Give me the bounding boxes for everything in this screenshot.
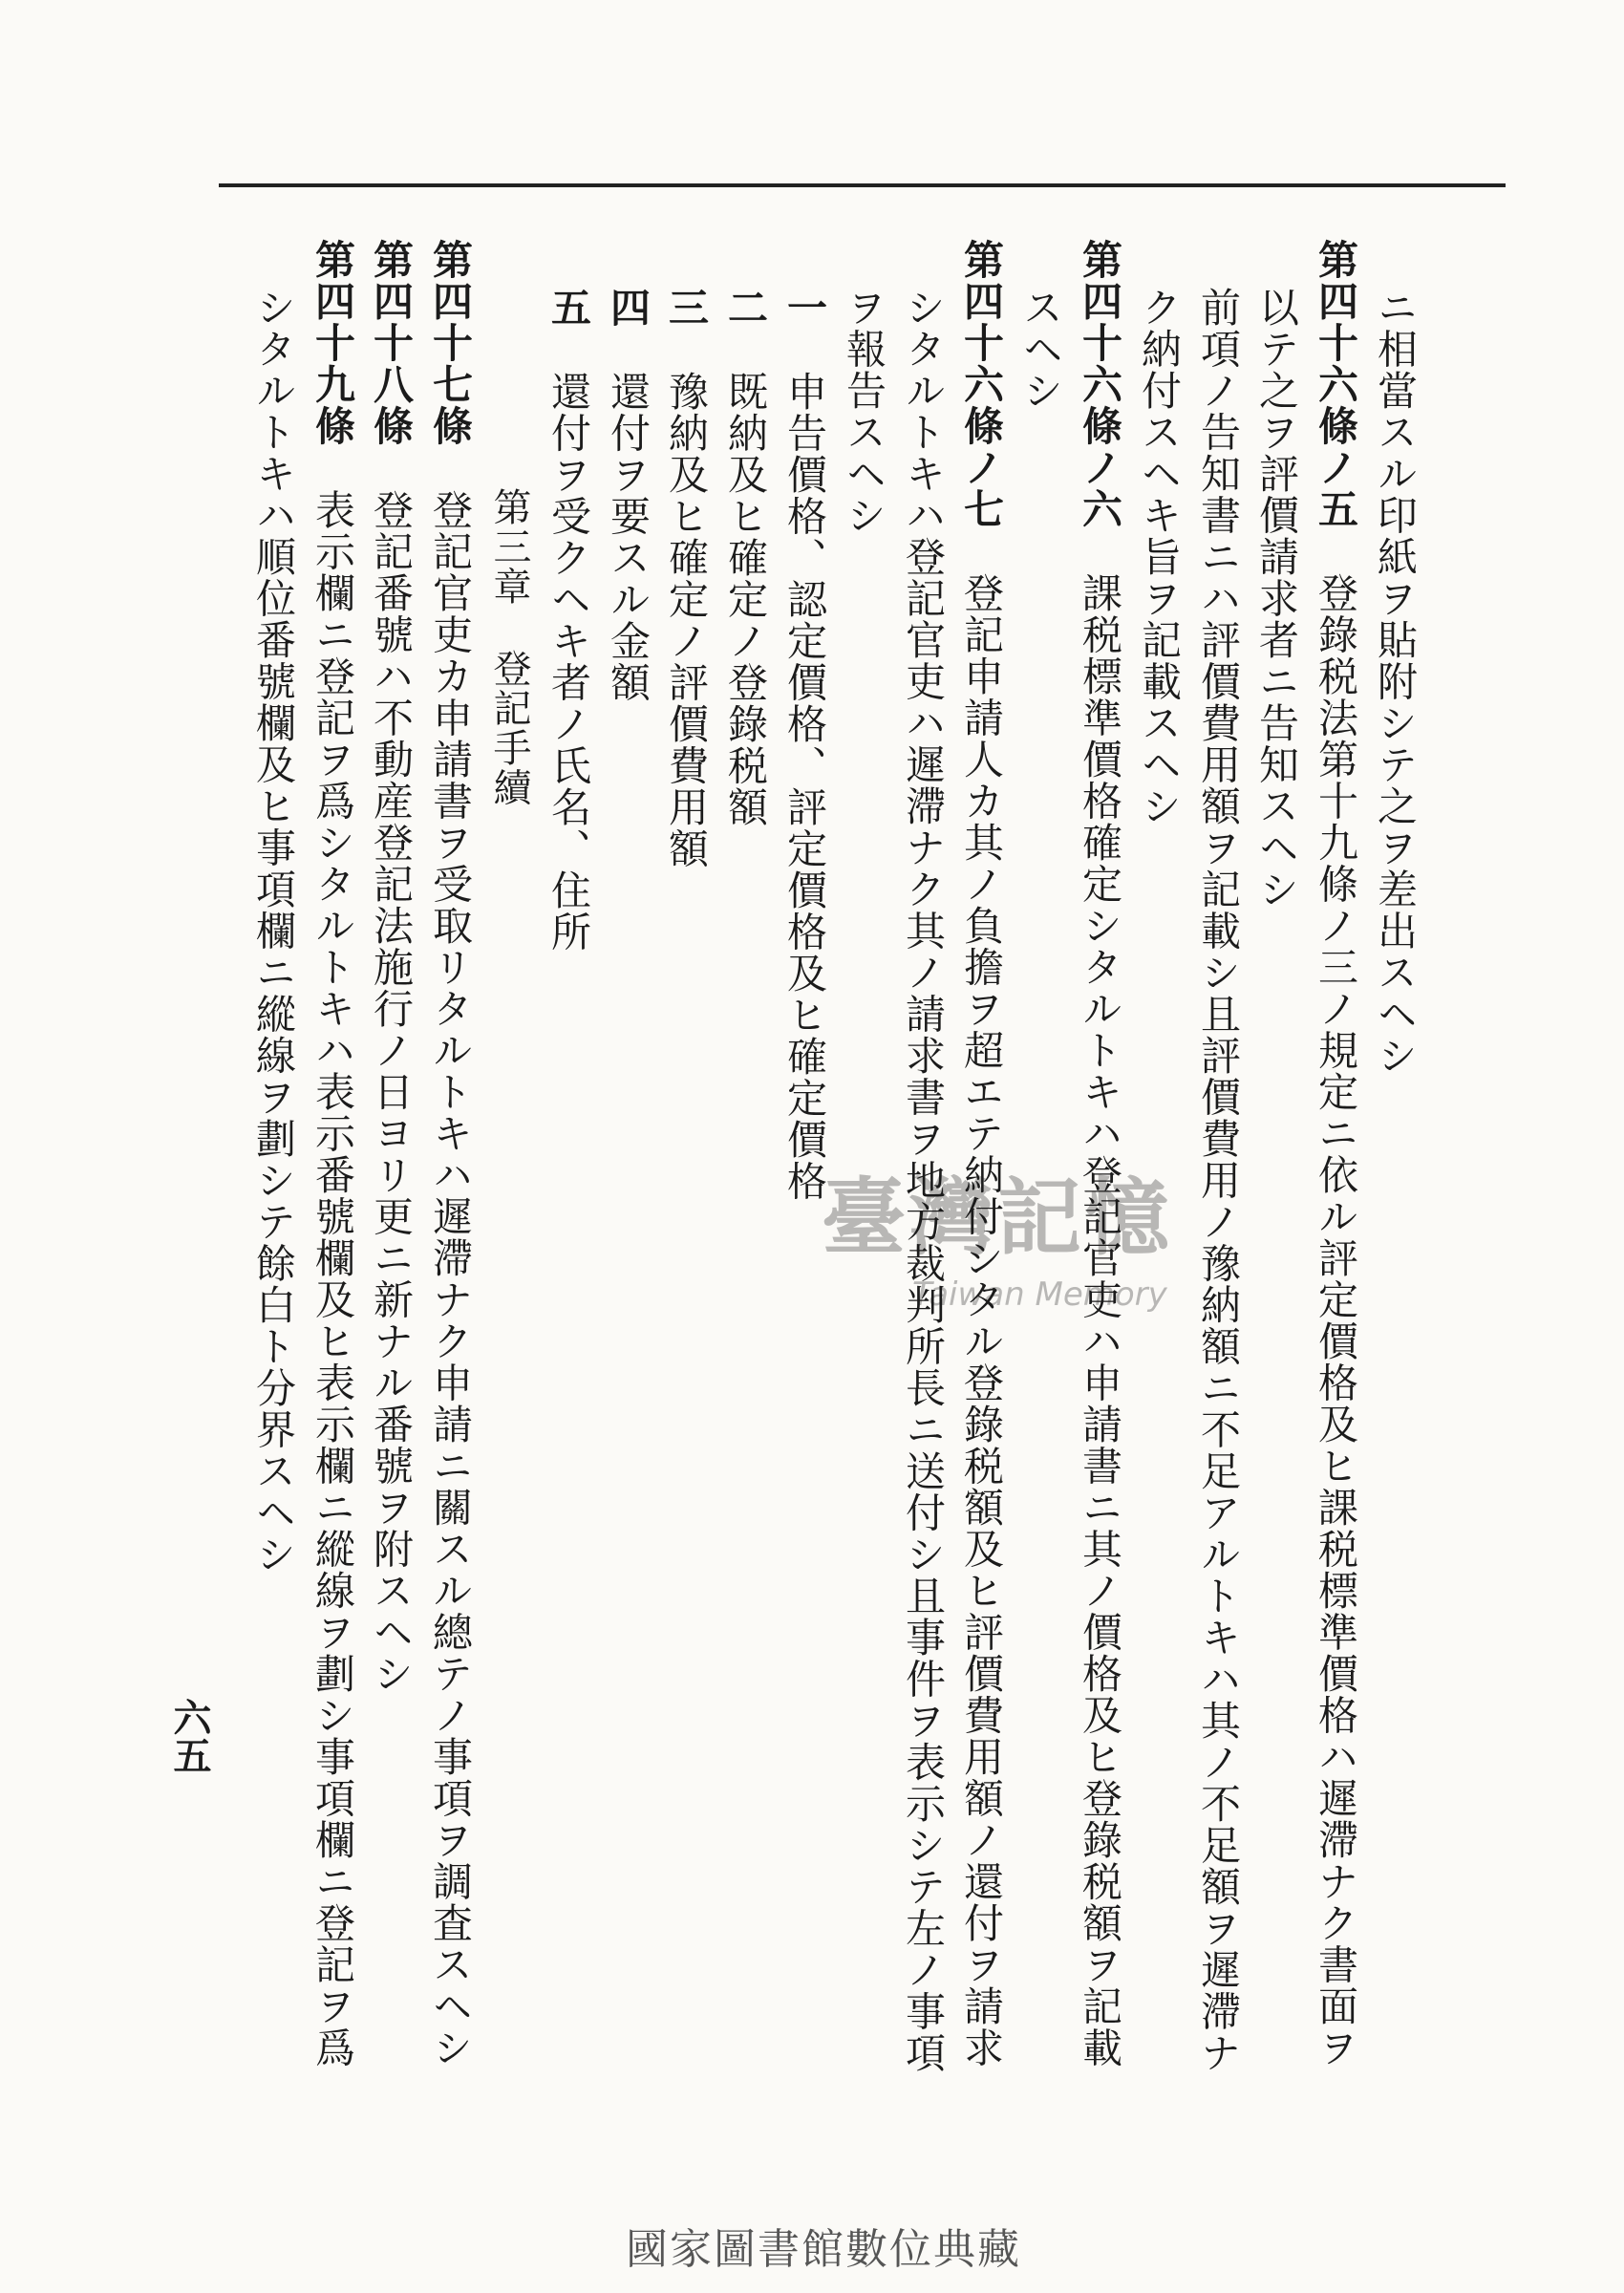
text-line (1253, 287, 1300, 911)
item-text: 豫納及ヒ確定ノ評價費用額 (663, 370, 710, 869)
list-item (722, 287, 769, 827)
text-line (1195, 287, 1242, 2074)
item-number: 四 (605, 287, 652, 329)
text-line (1017, 287, 1064, 412)
article-body: 登記申請人カ其ノ負擔ヲ超エテ納付シタル登錄税額及ヒ評價費用額ノ還付ヲ請求 (958, 571, 1005, 2068)
text-line (843, 287, 885, 536)
watermark-subtitle: Taiwan Memory (912, 1275, 1167, 1314)
article-number: 第四十八條 (368, 239, 415, 447)
article-number: 第四十九條 (310, 239, 356, 447)
item-text: 還付ヲ受クヘキ者ノ氏名、住所 (545, 370, 592, 953)
line-text: 以テ之ヲ評價請求者ニ告知スヘシ (1253, 287, 1300, 911)
header-rule (219, 183, 1506, 187)
chapter-title: 登記手續 (487, 648, 531, 807)
text-line (250, 287, 297, 1575)
line-text: スヘシ (1017, 287, 1064, 412)
line-text: シタルトキハ登記官吏ハ遲滯ナク其ノ請求書ヲ地方裁判所長ニ送付シ且事件ヲ表示シテ左ノ事項 (900, 287, 947, 2074)
list-item (781, 287, 828, 1202)
article-body: 登記番號ハ不動産登記法施行ノ日ヨリ更ニ新ナル番號ヲ附スヘシ (368, 488, 415, 1694)
chapter-heading (488, 487, 530, 807)
article-body: 課税標準價格確定シタルトキハ登記官吏ハ申請書ニ其ノ價格及ヒ登錄税額ヲ記載 (1077, 571, 1123, 2068)
article-heading (310, 239, 356, 2068)
list-item (663, 287, 710, 869)
watermark-title: 臺灣記憶 (822, 1168, 1174, 1267)
article-heading (1314, 239, 1357, 2068)
text-line (1136, 287, 1183, 827)
chapter-number: 第三章 (487, 487, 531, 607)
article-number: 第四十七條 (427, 239, 474, 447)
page-number: 六五 (167, 1698, 212, 1774)
text-line (1372, 287, 1419, 1077)
article-number: 第四十六條ノ六 (1077, 239, 1123, 530)
item-number: 一 (781, 287, 828, 329)
list-item (605, 287, 652, 703)
item-number: 二 (722, 287, 769, 329)
line-text: ヲ報告スヘシ (841, 287, 887, 536)
article-number: 第四十六條ノ五 (1313, 239, 1359, 530)
item-text: 還付ヲ要スル金額 (605, 370, 652, 703)
item-number: 三 (663, 287, 710, 329)
article-heading (368, 239, 415, 1694)
line-text: 前項ノ告知書ニハ評價費用額ヲ記載シ且評價費用ノ豫納額ニ不足アルトキハ其ノ不足額ヲ遲滯ナ (1195, 287, 1242, 2074)
line-text: ク納付スヘキ旨ヲ記載スヘシ (1136, 287, 1183, 827)
footer-credit: 國家圖書館數位典藏 (626, 2225, 1021, 2274)
item-number: 五 (545, 287, 592, 329)
article-heading (427, 239, 474, 2068)
article-heading (1079, 239, 1121, 2068)
article-heading (958, 239, 1005, 2068)
article-body: 登錄税法第十九條ノ三ノ規定ニ依ル評定價格及ヒ課税標準價格ハ遲滯ナク書面ヲ (1313, 571, 1359, 2068)
list-item (545, 287, 592, 953)
article-body: 表示欄ニ登記ヲ爲シタルトキハ表示番號欄及ヒ表示欄ニ縱線ヲ劃シ事項欄ニ登記ヲ爲 (310, 488, 356, 2068)
item-text: 既納及ヒ確定ノ登錄税額 (722, 370, 769, 827)
line-text: ニ相當スル印紙ヲ貼附シテ之ヲ差出スヘシ (1372, 287, 1419, 1077)
line-text: シタルトキハ順位番號欄及ヒ事項欄ニ縱線ヲ劃シテ餘白ト分界スヘシ (250, 287, 297, 1575)
article-body: 登記官吏カ申請書ヲ受取リタルトキハ遲滯ナク申請ニ關スル總テノ事項ヲ調査スヘシ (427, 488, 474, 2068)
text-line (900, 287, 947, 2074)
item-text: 申告價格、認定價格、評定價格及ヒ確定價格 (781, 370, 828, 1202)
article-number: 第四十六條ノ七 (958, 239, 1005, 530)
